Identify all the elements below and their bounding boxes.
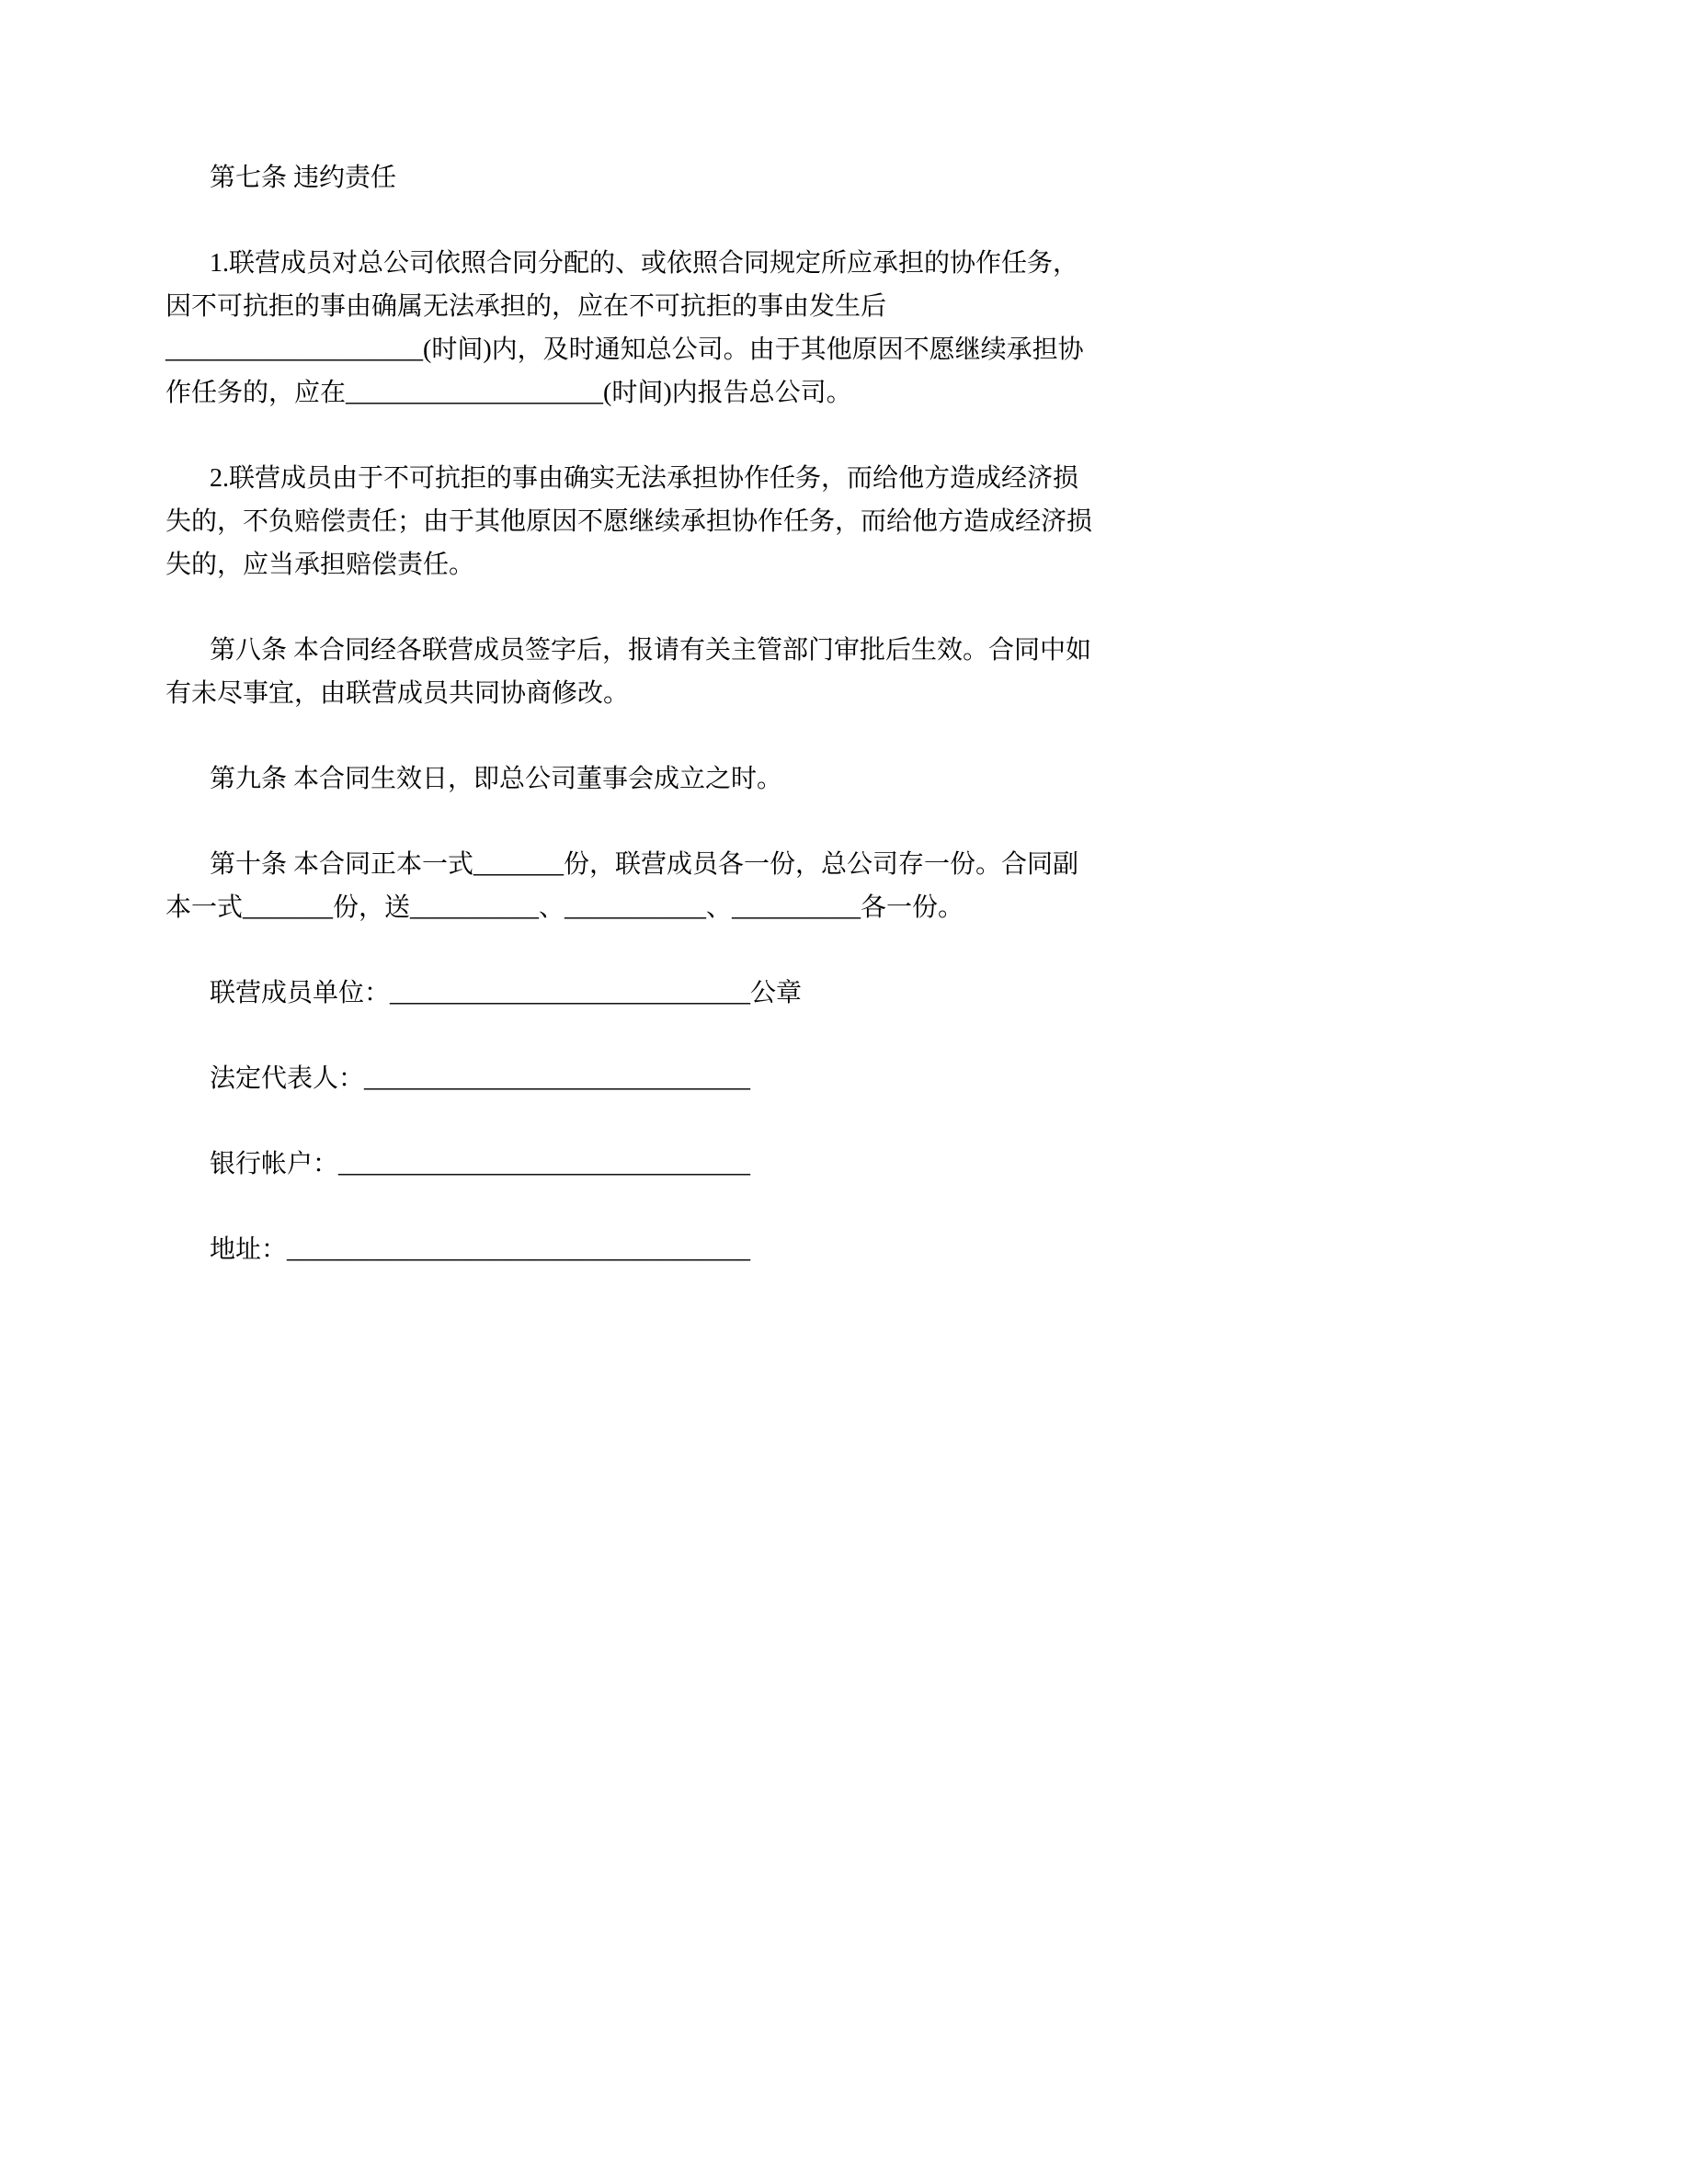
contract-body	[165, 156, 1094, 1314]
signature-legal-representative-line: 法定代表人：______________________________	[210, 1064, 751, 1093]
article-10-paragraph: 第十条 本合同正本一式_______份，联营成员各一份，总公司存一份。合同副本一式_______份，送__________、___________、__________各一份。	[165, 850, 1079, 922]
signature-member-unit-line: 联营成员单位：____________________________公章	[210, 979, 803, 1007]
signature-bank-account-line: 银行帐户：________________________________	[210, 1150, 751, 1178]
signature-address-line: 地址：____________________________________	[210, 1235, 751, 1264]
article-7-clause-2: 2.联营成员由于不可抗拒的事由确实无法承担协作任务，而给他方造成经济损失的，不负赔偿责任；由于其他原因不愿继续承担协作任务，而给他方造成经济损失的，应当承担赔偿责任。	[165, 464, 1093, 579]
article-7-clause-1: 1.联营成员对总公司依照合同分配的、或依照合同规定所应承担的协作任务，因不可抗拒的事由确属无法承担的，应在不可抗拒的事由发生后____________________(时间)内，及时通知总公司。由于其他原因不愿继续承担协作任务的，应在____________________(时间)内报告总公司。	[165, 249, 1084, 407]
article-9-paragraph: 第九条 本合同生效日，即总公司董事会成立之时。	[210, 765, 783, 793]
article-7-heading: 第七条 违约责任	[210, 164, 397, 192]
article-8-paragraph: 第八条 本合同经各联营成员签字后，报请有关主管部门审批后生效。合同中如有未尽事宜，由联营成员共同协商修改。	[165, 636, 1092, 708]
